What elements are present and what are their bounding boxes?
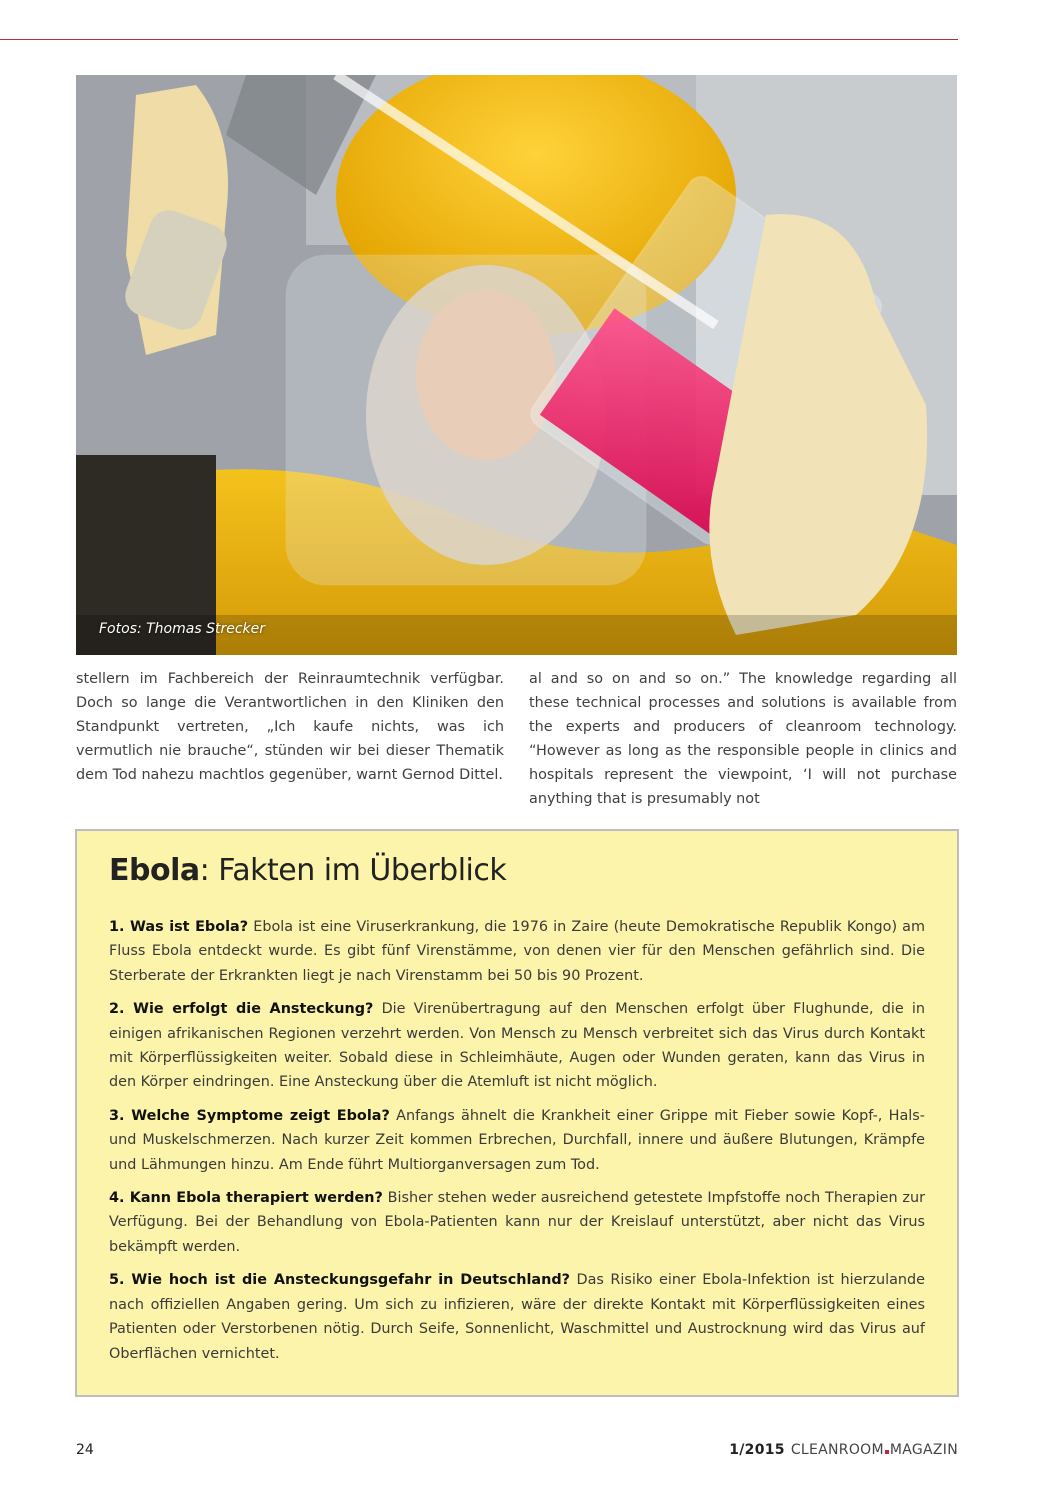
photo-credit: Fotos: Thomas Strecker [99,621,266,637]
fact-question: 5. Wie hoch ist die Ansteckungsgefahr in Deutschland? [109,1272,571,1289]
fact-answer: Das Risiko einer Ebola-Infektion ist hierzulande nach offiziellen Angaben gering. Um sich zu infizieren, wäre der direkte Kontakt mit Körperflüssigkeiten eines Patienten oder Verstorbenen nötig. Durch Seife, Sonnenlicht, Waschmittel und Austrocknung wird das Virus auf Oberflächen vernichtet. [109,1272,926,1362]
magazine-logo-dot [885,1450,889,1454]
header-rule [0,39,958,40]
fact-answer: Die Virenübertragung auf den Menschen erfolgt über Flughunde, die in einigen afrikanischen Regionen verzehrt werden. Von Mensch zu Mensch verbreitet sich das Virus durch Kontakt mit Körperflüssigkeiten weiter. Sobald diese in Schleimhäute, Augen oder Wunden geraten, kann das Virus in den Körper eindringen. Eine Ansteckung über die Atemluft ist nicht möglich. [109,1001,925,1091]
factbox-title-rest: : Fakten im Überblick [199,853,507,888]
article-paragraph-english: al and so on and so on.” The knowledge regarding all these technical processes and solutions is available from the experts and producers of cleanroom technology. “However as long as the responsible people in clinics and hospitals represent the viewpoint, ‘I will not purchase anything that is presumably not [529,671,957,807]
fact-item [109,915,925,988]
fact-question: 2. Wie erfolgt die Ansteckung? [109,1001,374,1018]
article-column-german [76,667,504,787]
ebola-factbox [75,829,959,1397]
fact-answer: Anfangs ähnelt die Krankheit einer Grippe mit Fieber sowie Kopf-, Hals- und Muskelschmerzen. Nach kurzer Zeit kommen Erbrechen, Durchfall, innere und äußere Blutungen, Krämpfe und Lähmungen hinzu. Am Ende führt Multiorganversagen zum Tod. [109,1107,925,1173]
fact-item [109,997,925,1095]
lab-photo-illustration [76,75,957,655]
issue-number: 1/2015 [729,1442,785,1458]
factbox-title-bold: Ebola [109,853,200,888]
fact-question: 3. Welche Symptome zeigt Ebola? [109,1107,390,1124]
article-paragraph-german: stellern im Fachbereich der Reinraumtechnik verfügbar. Doch so lange die Verantwortlichen in den Kliniken den Standpunkt vertreten, „Ich kaufe nichts, was ich vermutlich nie brauche“, stünden wir bei dieser Thematik dem Tod nahezu machtlos gegenüber, warnt Gernod Dittel. [76,671,504,783]
fact-list [109,915,925,1375]
fact-item [109,1186,925,1259]
fact-question: 1. Was ist Ebola? [109,919,249,935]
page-number: 24 [76,1442,94,1458]
fact-item [109,1268,925,1366]
lab-photo [76,75,957,655]
magazine-footer [729,1442,958,1458]
fact-question: 4. Kann Ebola therapiert werden? [109,1190,383,1207]
magazine-name-part1: CLEANROOM [790,1442,884,1458]
fact-answer: Ebola ist eine Viruserkrankung, die 1976 in Zaire (heute Demokratische Republik Kongo) am Fluss Ebola entdeckt wurde. Es gibt fünf Virenstämme, von denen vier für den Menschen gefährlich sind. Die Sterberate der Erkrankten liegt je nach Virenstamm bei 50 bis 90 Prozent. [109,919,925,984]
fact-item [109,1104,925,1177]
factbox-title [109,853,506,888]
article-column-english [529,667,957,811]
magazine-name-part2: MAGAZIN [889,1442,958,1458]
fact-answer: Bisher stehen weder ausreichend getestete Impfstoffe noch Therapien zur Verfügung. Bei der Behandlung von Ebola-Patienten kann nur der Kreislauf unterstützt, aber nicht das Virus bekämpft werden. [109,1190,925,1255]
